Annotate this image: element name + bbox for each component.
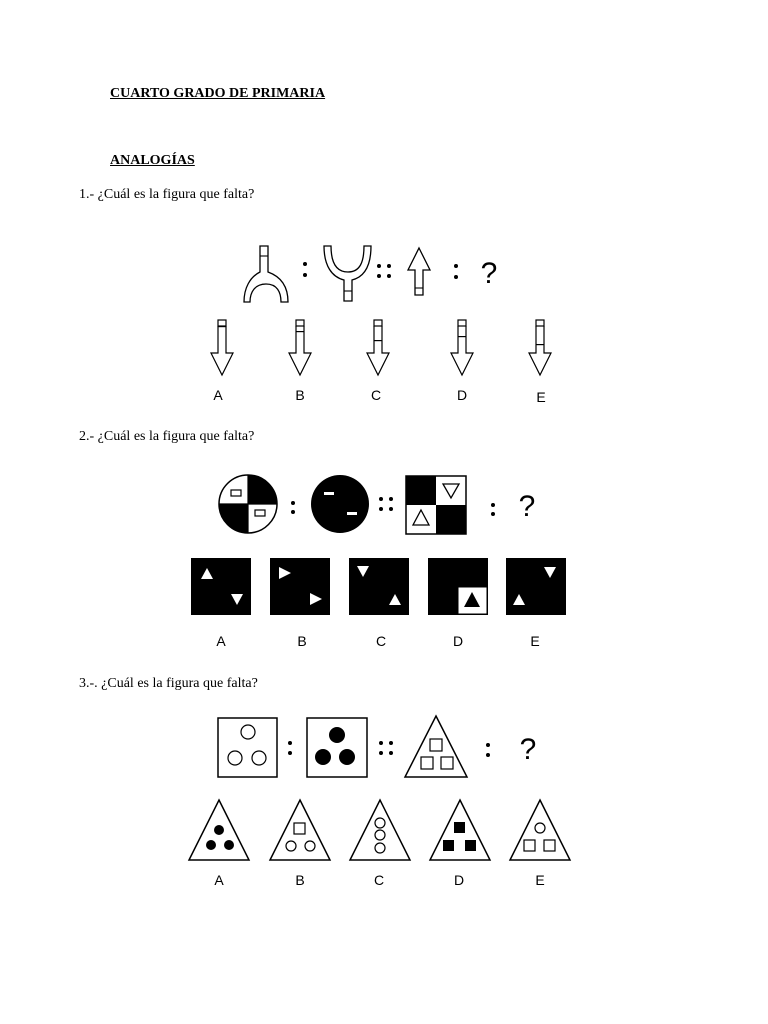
q3-option-e[interactable] [510, 800, 570, 888]
q3-figure-square-outline-circles [218, 718, 277, 777]
option-label: C [373, 872, 385, 888]
q2-option-d[interactable] [428, 558, 488, 649]
q1-option-e[interactable] [529, 320, 551, 405]
option-label: A [216, 633, 226, 649]
proportion-symbol [377, 264, 391, 278]
option-label: C [370, 387, 382, 403]
q2-figure-quartered-circle [219, 475, 277, 533]
option-label: B [295, 387, 305, 403]
option-label: A [214, 872, 224, 888]
ratio-symbol [291, 501, 295, 514]
q1-stimulus [244, 246, 497, 302]
option-label: D [452, 633, 464, 649]
question-2-prompt: 2.- ¿Cuál es la figura que falta? [79, 429, 255, 444]
q3-option-c[interactable] [350, 800, 410, 888]
q2-figure-quartered-square [406, 476, 466, 534]
q1-option-d[interactable] [451, 320, 473, 403]
option-label: B [295, 872, 305, 888]
q2-options [191, 558, 566, 649]
unknown-symbol: ? [480, 257, 498, 290]
q3-figure-triangle-outline-squares [405, 716, 467, 777]
q1-figure-inverted-fork [244, 246, 288, 302]
q2-option-b[interactable] [270, 558, 330, 649]
q2-option-c[interactable] [349, 558, 409, 649]
q3-option-b[interactable] [270, 800, 330, 888]
unknown-symbol: ? [519, 733, 537, 766]
q2-stimulus [219, 475, 535, 534]
proportion-symbol [379, 741, 393, 755]
section-title: ANALOGÍAS [110, 153, 195, 168]
ratio-symbol [288, 741, 292, 755]
unknown-symbol: ? [518, 490, 536, 523]
q1-figure-fork [324, 246, 371, 301]
ratio-symbol [491, 503, 495, 516]
q2-option-a[interactable] [191, 558, 251, 649]
option-label: E [535, 872, 545, 888]
question-3-prompt: 3.-. ¿Cuál es la figura que falta? [79, 676, 258, 691]
option-label: E [536, 389, 546, 405]
q2-option-e[interactable] [506, 558, 566, 649]
q1-option-b[interactable] [289, 320, 311, 403]
question-1-prompt: 1.- ¿Cuál es la figura que falta? [79, 187, 255, 202]
option-label: A [213, 387, 223, 403]
q3-stimulus [218, 716, 536, 777]
q3-options [189, 800, 570, 888]
option-label: B [297, 633, 307, 649]
q1-options [211, 320, 551, 405]
q1-option-a[interactable] [211, 320, 233, 403]
q3-figure-square-filled-circles [307, 718, 367, 777]
q3-option-d[interactable] [430, 800, 490, 888]
q3-option-a[interactable] [189, 800, 249, 888]
q1-option-c[interactable] [367, 320, 389, 403]
ratio-symbol [303, 262, 307, 277]
option-label: E [530, 633, 540, 649]
ratio-symbol [454, 264, 458, 279]
proportion-symbol [379, 497, 393, 511]
ratio-symbol [486, 743, 490, 757]
q2-figure-black-circle [311, 475, 369, 533]
page-title: CUARTO GRADO DE PRIMARIA [110, 86, 326, 101]
option-label: C [375, 633, 387, 649]
option-label: D [456, 387, 468, 403]
option-label: D [453, 872, 465, 888]
